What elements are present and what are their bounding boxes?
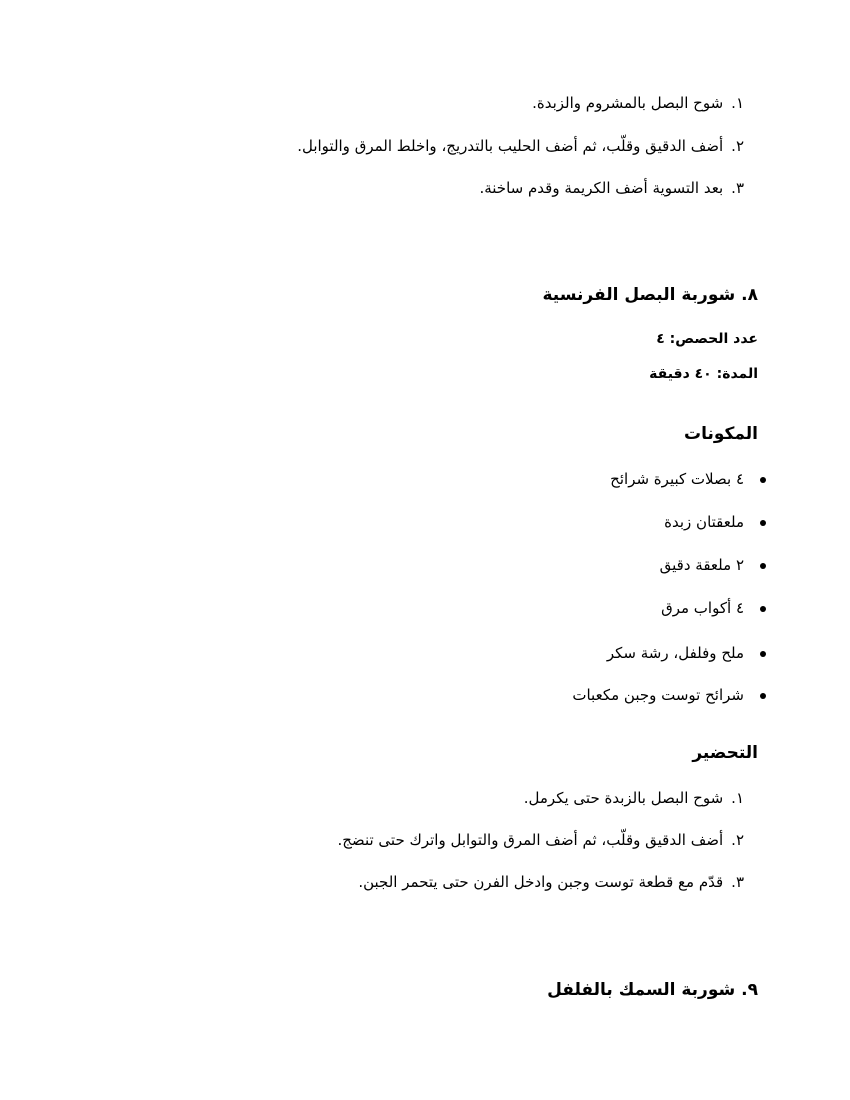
bullet-icon	[760, 477, 766, 483]
step-text: شوح البصل بالزبدة حتى يكرمل.	[523, 789, 724, 807]
ingredients-heading: المكونات	[683, 424, 758, 444]
step-number: ١.	[731, 789, 744, 807]
prep-step-2	[337, 831, 744, 849]
bullet-icon	[760, 563, 766, 569]
recipe-8-title: ٨. شوربة البصل الفرنسية	[542, 285, 758, 305]
ingredient-text: ٤ بصلات كبيرة شرائح	[610, 470, 744, 488]
ingredient-text: ملعقتان زبدة	[664, 513, 744, 531]
step-number: ٢.	[731, 831, 744, 849]
ingredient-item	[664, 513, 744, 531]
ingredient-item	[607, 644, 744, 662]
step-text: أضف الدقيق وقلّب، ثم أضف المرق والتوابل واترك حتى تنضج.	[337, 831, 724, 849]
bullet-icon	[760, 606, 766, 612]
intro-step-1	[532, 94, 744, 112]
intro-step-3	[479, 179, 744, 197]
step-text: بعد التسوية أضف الكريمة وقدم ساخنة.	[479, 179, 724, 197]
recipe-8-servings: عدد الحصص: ٤	[656, 331, 758, 347]
recipe-8-duration: المدة: ٤٠ دقيقة	[649, 366, 758, 382]
preparation-heading: التحضير	[692, 743, 758, 763]
ingredient-item	[572, 686, 744, 704]
step-number: ١.	[731, 94, 744, 112]
ingredient-item	[610, 470, 744, 488]
step-number: ٣.	[731, 873, 744, 891]
ingredient-item	[660, 556, 744, 574]
ingredient-text: ٢ ملعقة دقيق	[659, 556, 744, 574]
intro-step-2	[297, 137, 744, 155]
ingredient-text: شرائح توست وجبن مكعبات	[572, 686, 744, 704]
step-number: ٢.	[731, 137, 744, 155]
step-text: شوح البصل بالمشروم والزبدة.	[532, 94, 724, 112]
bullet-icon	[760, 520, 766, 526]
recipe-9-title: ٩. شوربة السمك بالفلفل	[547, 980, 758, 1000]
ingredient-item	[661, 599, 744, 617]
step-text: قدّم مع قطعة توست وجبن وادخل الفرن حتى يتحمر الجبن.	[358, 873, 724, 891]
ingredient-text: ملح وفلفل، رشة سكر	[606, 644, 744, 662]
step-text: أضف الدقيق وقلّب، ثم أضف الحليب بالتدريج، واخلط المرق والتوابل.	[297, 137, 724, 155]
prep-step-3	[358, 873, 744, 891]
bullet-icon	[760, 651, 766, 657]
bullet-icon	[760, 693, 766, 699]
step-number: ٣.	[731, 179, 744, 197]
ingredient-text: ٤ أكواب مرق	[661, 599, 744, 617]
prep-step-1	[524, 789, 744, 807]
